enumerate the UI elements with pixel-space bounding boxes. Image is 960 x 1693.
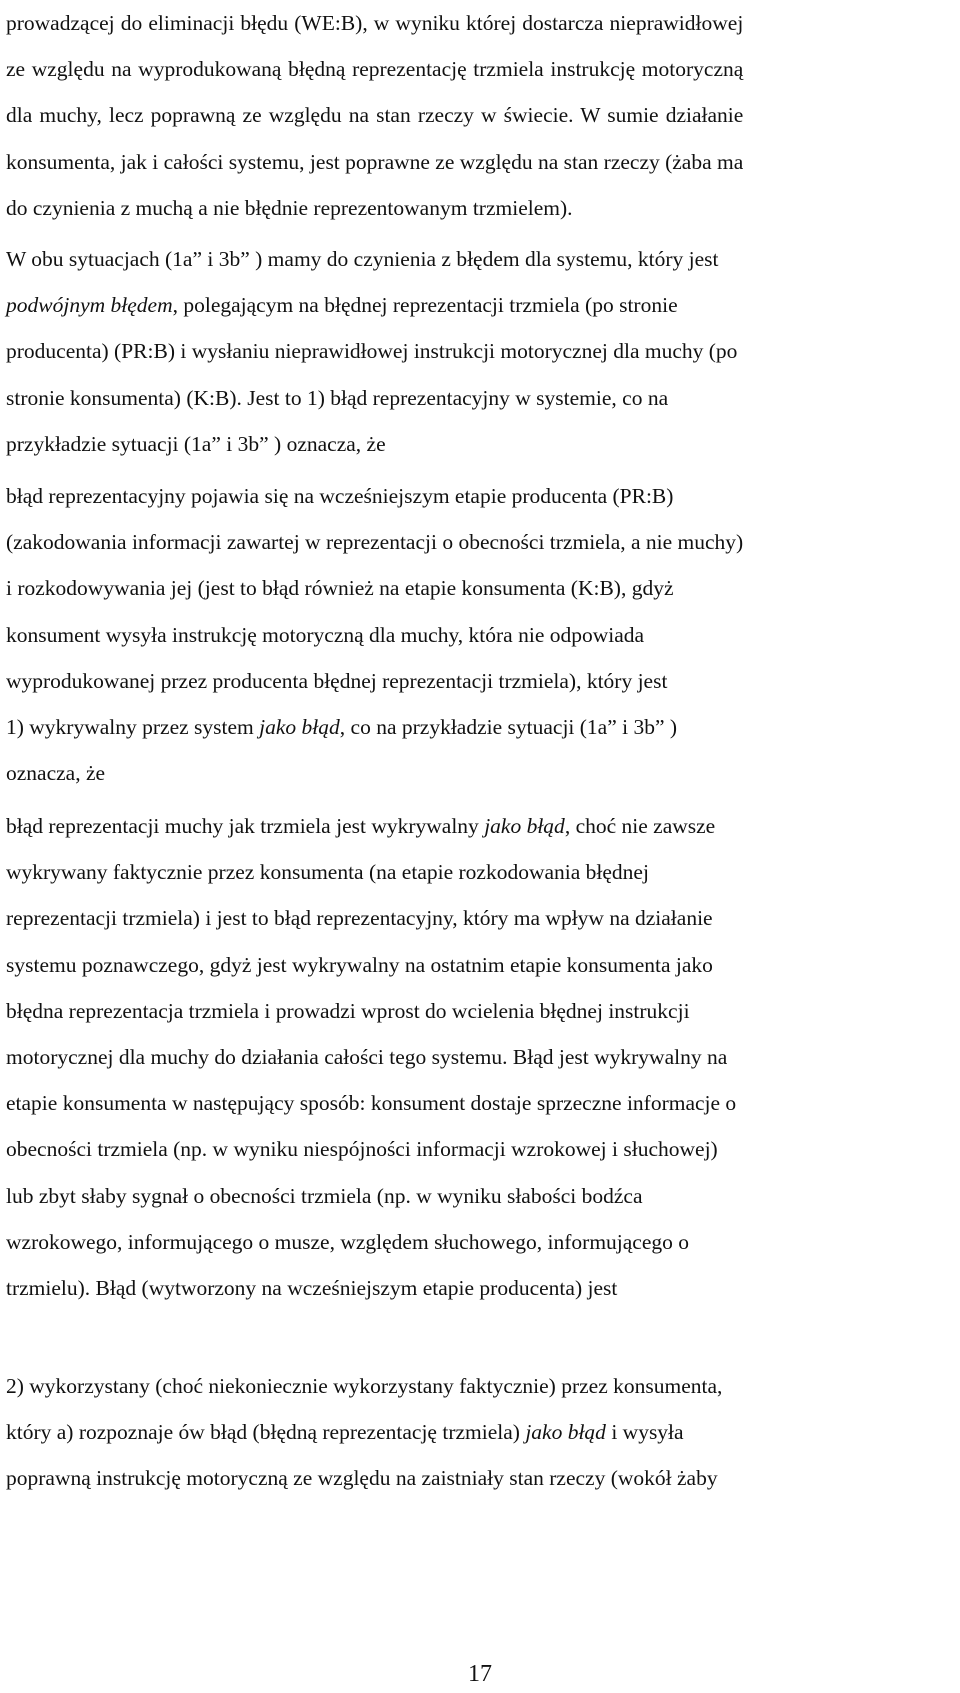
text-run: , choć nie zawsze xyxy=(564,814,716,838)
paragraph-4 xyxy=(6,803,736,1311)
text-run: który a) rozpoznaje ów błąd (błędną reprezentację trzmiela) xyxy=(6,1420,526,1445)
text-run: i wysyła xyxy=(605,1420,684,1445)
text-line: obecności trzmiela (np. w wyniku niespójności informacji wzrokowej i słuchowej) xyxy=(6,1137,718,1162)
text-line xyxy=(6,704,743,750)
text-run: błąd reprezentacji muchy jak trzmiela jest wykrywalny xyxy=(6,814,485,838)
text-line: (zakodowania informacji zawartej w reprezentacji o obecności trzmiela, a nie muchy) xyxy=(6,530,744,555)
text-line: wykrywany faktycznie przez konsumenta (na etapie rozkodowania błędnej xyxy=(6,860,649,885)
text-line: ze względu na wyprodukowaną błędną reprezentację trzmiela instrukcję motoryczną xyxy=(6,57,744,82)
text-line: systemu poznawczego, gdyż jest wykrywalny na ostatnim etapie konsumenta jako xyxy=(6,952,713,977)
text-run: , polegającym na błędnej reprezentacji trzmiela (po stronie xyxy=(172,293,678,318)
text-line: stronie konsumenta) (K:B). Jest to 1) błąd reprezentacyjny w systemie, co na xyxy=(6,385,669,410)
italic-phrase: jako błąd xyxy=(259,715,340,740)
text-line: 2) wykorzystany (choć niekoniecznie wykorzystany faktycznie) przez konsumenta, xyxy=(6,1374,723,1398)
paragraph-3 xyxy=(6,473,743,796)
text-line: błędna reprezentacja trzmiela i prowadzi wprost do wcielenia błędnej instrukcji xyxy=(6,998,690,1023)
text-line: konsumenta, jak i całości systemu, jest poprawne ze względu na stan rzeczy (żaba ma xyxy=(6,149,744,174)
text-line: W obu sytuacjach (1a” i 3b” ) mamy do czynienia z błędem dla systemu, który jest xyxy=(6,247,719,271)
text-line: lub zbyt słaby sygnał o obecności trzmiela (np. w wyniku słabości bodźca xyxy=(6,1183,643,1208)
text-line: producenta) (PR:B) i wysłaniu nieprawidłowej instrukcji motorycznej dla muchy (po xyxy=(6,339,738,364)
text-run: 1) wykrywalny przez system xyxy=(6,715,260,740)
text-line: oznacza, że xyxy=(6,761,106,786)
paragraph-5 xyxy=(6,1363,722,1502)
text-line: wyprodukowanej przez producenta błędnej reprezentacji trzmiela), który jest xyxy=(6,668,668,693)
text-line: konsument wysyła instrukcję motoryczną dla muchy, która nie odpowiada xyxy=(6,622,645,647)
text-line: motorycznej dla muchy do działania całości tego systemu. Błąd jest wykrywalny na xyxy=(6,1045,728,1070)
text-line: poprawną instrukcję motoryczną ze względu na zaistniały stan rzeczy (wokół żaby xyxy=(6,1466,718,1491)
text-line: przykładzie sytuacji (1a” i 3b” ) oznacza, że xyxy=(6,431,386,456)
text-line: błąd reprezentacyjny pojawia się na wcześniejszym etapie producenta (PR:B) xyxy=(6,484,674,508)
text-line: dla muchy, lecz poprawną ze względu na stan rzeczy w świecie. W sumie działanie xyxy=(6,103,744,128)
paragraph-1 xyxy=(6,0,743,231)
text-line: reprezentacji trzmiela) i jest to błąd reprezentacyjny, który ma wpływ na działanie xyxy=(6,906,713,931)
text-line: trzmielu). Błąd (wytworzony na wcześniejszym etapie producenta) jest xyxy=(6,1276,618,1301)
text-line: i rozkodowywania jej (jest to błąd również na etapie konsumenta (K:B), gdyż xyxy=(6,576,674,601)
text-line: do czynienia z muchą a nie błędnie reprezentowanym trzmielem). xyxy=(6,195,573,220)
italic-phrase: jako błąd xyxy=(484,814,565,838)
paragraph-2 xyxy=(6,236,737,467)
text-line xyxy=(6,282,737,328)
text-line xyxy=(6,1409,722,1455)
text-line: etapie konsumenta w następujący sposób: konsument dostaje sprzeczne informacje o xyxy=(6,1091,737,1116)
text-line: wzrokowego, informującego o musze, względem słuchowego, informującego o xyxy=(6,1229,690,1254)
text-run: , co na przykładzie sytuacji (1a” i 3b” ) xyxy=(339,715,678,740)
page-number: 17 xyxy=(468,1661,492,1687)
text-line: prowadzącej do eliminacji błędu (WE:B), w wyniku której dostarcza nieprawidłowej xyxy=(6,11,744,35)
italic-phrase: podwójnym błędem xyxy=(6,293,173,318)
text-line xyxy=(6,803,736,849)
italic-phrase: jako błąd xyxy=(525,1420,606,1445)
